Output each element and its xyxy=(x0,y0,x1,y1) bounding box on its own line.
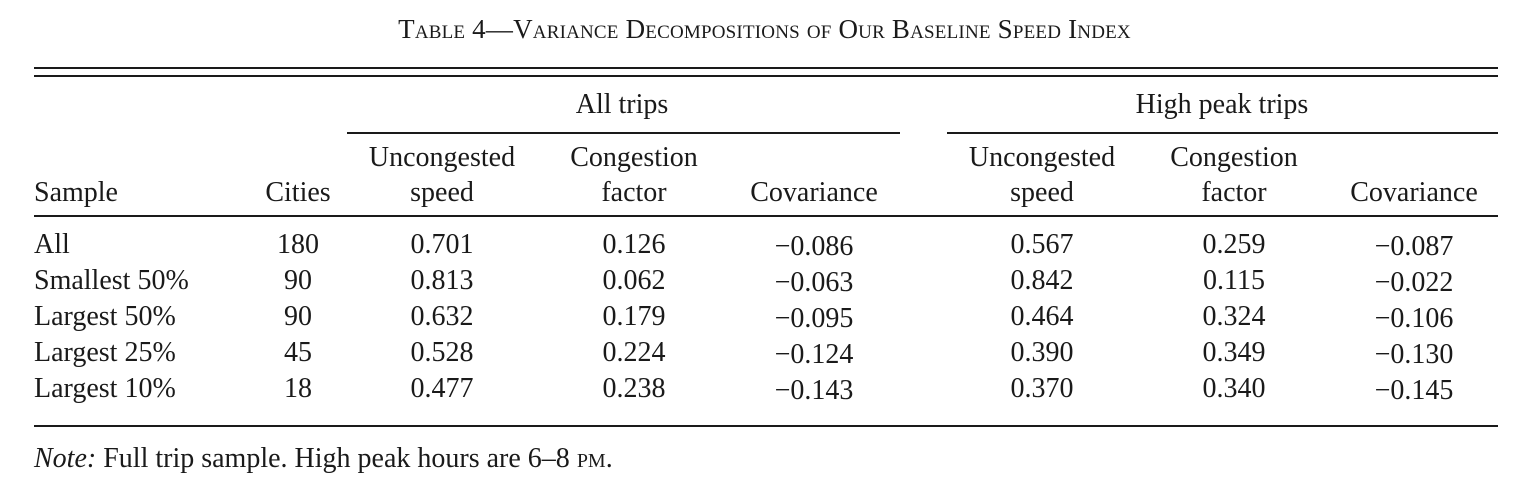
header-sample: Sample xyxy=(34,177,118,208)
table-row-largest10-sample: Largest 10% xyxy=(34,373,176,404)
table-row-smallest50-high-unc: 0.842 xyxy=(1010,265,1074,296)
table-row-largest50-high-cov: −0.106 xyxy=(1374,303,1454,334)
header-all-cong-1: Congestion xyxy=(570,142,698,173)
table-row-largest50-sample: Largest 50% xyxy=(34,301,176,332)
group-label-high-peak-trips: High peak trips xyxy=(1135,89,1309,120)
table-row-all-all-unc: 0.701 xyxy=(410,229,474,260)
group-underline-high xyxy=(947,132,1498,134)
header-high-cov: Covariance xyxy=(1350,177,1478,208)
note-label: Note: xyxy=(34,443,97,474)
table-row-largest25-sample: Largest 25% xyxy=(34,337,176,368)
table-row-largest10-cities: 18 xyxy=(284,373,312,404)
table-row-all-all-cov: −0.086 xyxy=(774,231,854,262)
table-row-smallest50-cities: 90 xyxy=(284,265,312,296)
table-row-largest50-high-unc: 0.464 xyxy=(1010,301,1074,332)
table-row-largest50-cities: 90 xyxy=(284,301,312,332)
table-row-all-cities: 180 xyxy=(277,229,319,260)
table-row-largest10-all-cov: −0.143 xyxy=(774,375,854,406)
header-all-cov: Covariance xyxy=(750,177,878,208)
table-row-largest25-cities: 45 xyxy=(284,337,312,368)
table-row-largest25-high-cov: −0.130 xyxy=(1374,339,1454,370)
table-row-largest50-all-unc: 0.632 xyxy=(410,301,474,332)
header-all-unc-1: Uncongested xyxy=(368,142,516,173)
table-note xyxy=(34,443,613,475)
table-row-largest10-all-cong: 0.238 xyxy=(602,373,666,404)
table-row-smallest50-sample: Smallest 50% xyxy=(34,265,189,296)
table-row-largest50-all-cong: 0.179 xyxy=(602,301,666,332)
note-text: Full trip sample. High peak hours are 6–8 xyxy=(96,443,577,474)
table-row-largest25-all-cong: 0.224 xyxy=(602,337,666,368)
header-high-unc-2: speed xyxy=(1010,177,1074,208)
table-row-smallest50-all-unc: 0.813 xyxy=(410,265,474,296)
table-row-largest50-high-cong: 0.324 xyxy=(1202,301,1266,332)
table-row-smallest50-all-cov: −0.063 xyxy=(774,267,854,298)
group-label-all-trips: All trips xyxy=(575,89,669,120)
note-end: . xyxy=(605,443,613,474)
table-row-all-high-cong: 0.259 xyxy=(1202,229,1266,260)
top-rule-2 xyxy=(34,75,1498,77)
table-row-largest25-high-unc: 0.390 xyxy=(1010,337,1074,368)
table-row-all-high-cov: −0.087 xyxy=(1374,231,1454,262)
table-row-smallest50-high-cov: −0.022 xyxy=(1374,267,1454,298)
table-row-all-all-cong: 0.126 xyxy=(602,229,666,260)
note-pm: pm xyxy=(576,443,606,474)
table-row-largest25-high-cong: 0.349 xyxy=(1202,337,1266,368)
header-high-cong-1: Congestion xyxy=(1170,142,1298,173)
table-row-largest50-all-cov: −0.095 xyxy=(774,303,854,334)
table-row-largest25-all-unc: 0.528 xyxy=(410,337,474,368)
group-underline-all xyxy=(347,132,900,134)
table-row-largest10-high-cong: 0.340 xyxy=(1202,373,1266,404)
table-row-smallest50-high-cong: 0.115 xyxy=(1203,265,1265,296)
table-row-largest25-all-cov: −0.124 xyxy=(774,339,854,370)
header-high-unc-1: Uncongested xyxy=(968,142,1116,173)
top-rule-1 xyxy=(34,67,1498,69)
bottom-rule xyxy=(34,425,1498,427)
table-row-all-sample: All xyxy=(34,229,70,260)
table-row-largest10-high-cov: −0.145 xyxy=(1374,375,1454,406)
table-title: Table 4—Variance Decompositions of Our Baseline Speed Index xyxy=(398,14,1131,44)
header-all-unc-2: speed xyxy=(410,177,474,208)
header-high-cong-2: factor xyxy=(1201,177,1267,208)
table-row-all-high-unc: 0.567 xyxy=(1010,229,1074,260)
table-row-largest10-high-unc: 0.370 xyxy=(1010,373,1074,404)
header-cities: Cities xyxy=(265,177,331,208)
table-row-smallest50-all-cong: 0.062 xyxy=(602,265,666,296)
table-row-largest10-all-unc: 0.477 xyxy=(410,373,474,404)
header-rule xyxy=(34,215,1498,217)
header-all-cong-2: factor xyxy=(601,177,667,208)
